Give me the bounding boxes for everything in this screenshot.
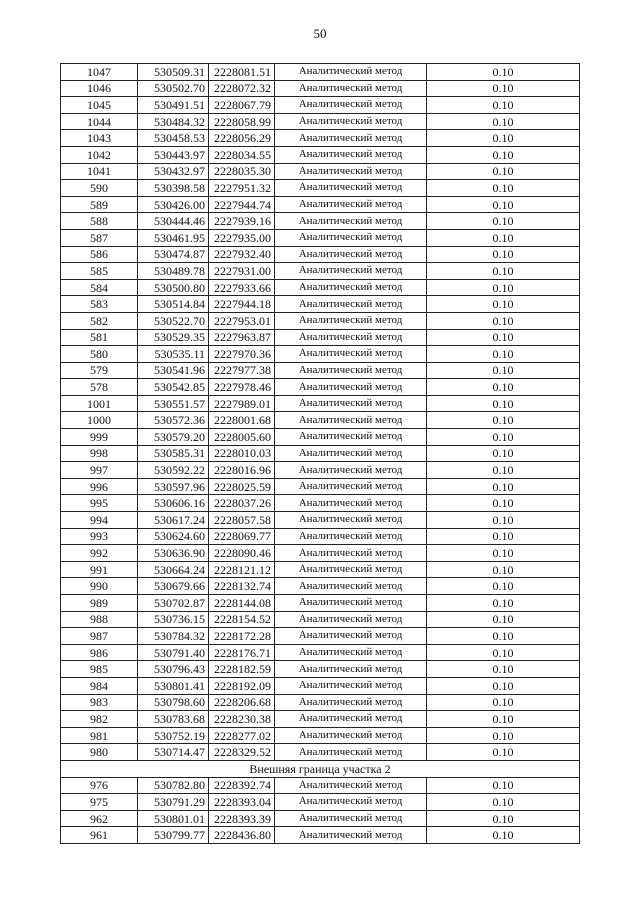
table-row: [61, 545, 580, 562]
accuracy-cell: 0.10: [427, 711, 580, 728]
table-row: [61, 528, 580, 545]
point-number-cell: 589: [61, 196, 138, 213]
accuracy-cell: 0.10: [427, 462, 580, 479]
y-coordinate-cell: 2227953.01: [209, 312, 275, 329]
table-row: [61, 661, 580, 678]
table-row: [61, 644, 580, 661]
table-row: [61, 379, 580, 396]
table-row: [61, 445, 580, 462]
y-coordinate-cell: 2228329.52: [209, 744, 275, 761]
method-cell: Аналитический метод: [275, 595, 427, 612]
table-row: [61, 296, 580, 313]
accuracy-cell: 0.10: [427, 64, 580, 81]
coordinates-table: [60, 63, 580, 844]
method-cell: Аналитический метод: [275, 611, 427, 628]
x-coordinate-cell: 530502.70: [138, 80, 209, 97]
table-row: [61, 213, 580, 230]
accuracy-cell: 0.10: [427, 329, 580, 346]
method-cell: Аналитический метод: [275, 810, 427, 827]
y-coordinate-cell: 2228035.30: [209, 163, 275, 180]
method-cell: Аналитический метод: [275, 628, 427, 645]
x-coordinate-cell: 530636.90: [138, 545, 209, 562]
table-row: [61, 595, 580, 612]
accuracy-cell: 0.10: [427, 561, 580, 578]
table-row: [61, 229, 580, 246]
table-row: [61, 694, 580, 711]
y-coordinate-cell: 2228090.46: [209, 545, 275, 562]
table-row: [61, 246, 580, 263]
method-cell: Аналитический метод: [275, 429, 427, 446]
y-coordinate-cell: 2227989.01: [209, 395, 275, 412]
y-coordinate-cell: 2228176.71: [209, 644, 275, 661]
x-coordinate-cell: 530572.36: [138, 412, 209, 429]
y-coordinate-cell: 2228121.12: [209, 561, 275, 578]
point-number-cell: 578: [61, 379, 138, 396]
x-coordinate-cell: 530541.96: [138, 362, 209, 379]
x-coordinate-cell: 530461.95: [138, 229, 209, 246]
table-row: [61, 810, 580, 827]
method-cell: Аналитический метод: [275, 180, 427, 197]
method-cell: Аналитический метод: [275, 512, 427, 529]
y-coordinate-cell: 2228037.26: [209, 495, 275, 512]
y-coordinate-cell: 2228081.51: [209, 64, 275, 81]
method-cell: Аналитический метод: [275, 545, 427, 562]
point-number-cell: 988: [61, 611, 138, 628]
table-row: [61, 64, 580, 81]
y-coordinate-cell: 2228056.29: [209, 130, 275, 147]
y-coordinate-cell: 2228393.39: [209, 810, 275, 827]
method-cell: Аналитический метод: [275, 279, 427, 296]
point-number-cell: 984: [61, 677, 138, 694]
method-cell: Аналитический метод: [275, 827, 427, 844]
point-number-cell: 962: [61, 810, 138, 827]
point-number-cell: 993: [61, 528, 138, 545]
x-coordinate-cell: 530784.32: [138, 628, 209, 645]
point-number-cell: 976: [61, 777, 138, 794]
accuracy-cell: 0.10: [427, 263, 580, 280]
y-coordinate-cell: 2228072.32: [209, 80, 275, 97]
point-number-cell: 998: [61, 445, 138, 462]
x-coordinate-cell: 530529.35: [138, 329, 209, 346]
x-coordinate-cell: 530500.80: [138, 279, 209, 296]
point-number-cell: 588: [61, 213, 138, 230]
y-coordinate-cell: 2228034.55: [209, 146, 275, 163]
table-row: [61, 329, 580, 346]
accuracy-cell: 0.10: [427, 528, 580, 545]
y-coordinate-cell: 2228010.03: [209, 445, 275, 462]
y-coordinate-cell: 2227932.40: [209, 246, 275, 263]
accuracy-cell: 0.10: [427, 97, 580, 114]
table-row: [61, 827, 580, 844]
point-number-cell: 1000: [61, 412, 138, 429]
point-number-cell: 995: [61, 495, 138, 512]
x-coordinate-cell: 530791.40: [138, 644, 209, 661]
accuracy-cell: 0.10: [427, 694, 580, 711]
x-coordinate-cell: 530782.80: [138, 777, 209, 794]
accuracy-cell: 0.10: [427, 628, 580, 645]
point-number-cell: 1047: [61, 64, 138, 81]
x-coordinate-cell: 530484.32: [138, 113, 209, 130]
point-number-cell: 1042: [61, 146, 138, 163]
x-coordinate-cell: 530491.51: [138, 97, 209, 114]
accuracy-cell: 0.10: [427, 794, 580, 811]
method-cell: Аналитический метод: [275, 80, 427, 97]
accuracy-cell: 0.10: [427, 412, 580, 429]
x-coordinate-cell: 530679.66: [138, 578, 209, 595]
accuracy-cell: 0.10: [427, 229, 580, 246]
accuracy-cell: 0.10: [427, 445, 580, 462]
accuracy-cell: 0.10: [427, 379, 580, 396]
method-cell: Аналитический метод: [275, 113, 427, 130]
table-row: [61, 478, 580, 495]
accuracy-cell: 0.10: [427, 296, 580, 313]
y-coordinate-cell: 2227978.46: [209, 379, 275, 396]
method-cell: Аналитический метод: [275, 296, 427, 313]
accuracy-cell: 0.10: [427, 677, 580, 694]
x-coordinate-cell: 530489.78: [138, 263, 209, 280]
y-coordinate-cell: 2228206.68: [209, 694, 275, 711]
method-cell: Аналитический метод: [275, 462, 427, 479]
point-number-cell: 1041: [61, 163, 138, 180]
x-coordinate-cell: 530522.70: [138, 312, 209, 329]
point-number-cell: 981: [61, 727, 138, 744]
accuracy-cell: 0.10: [427, 545, 580, 562]
accuracy-cell: 0.10: [427, 644, 580, 661]
y-coordinate-cell: 2228001.68: [209, 412, 275, 429]
table-row: [61, 727, 580, 744]
accuracy-cell: 0.10: [427, 777, 580, 794]
method-cell: Аналитический метод: [275, 661, 427, 678]
y-coordinate-cell: 2228172.28: [209, 628, 275, 645]
accuracy-cell: 0.10: [427, 246, 580, 263]
accuracy-cell: 0.10: [427, 130, 580, 147]
y-coordinate-cell: 2227944.18: [209, 296, 275, 313]
x-coordinate-cell: 530624.60: [138, 528, 209, 545]
accuracy-cell: 0.10: [427, 80, 580, 97]
x-coordinate-cell: 530702.87: [138, 595, 209, 612]
method-cell: Аналитический метод: [275, 694, 427, 711]
accuracy-cell: 0.10: [427, 180, 580, 197]
table-row: [61, 196, 580, 213]
point-number-cell: 582: [61, 312, 138, 329]
table-row: [61, 163, 580, 180]
point-number-cell: 994: [61, 512, 138, 529]
table-row: [61, 80, 580, 97]
method-cell: Аналитический метод: [275, 677, 427, 694]
point-number-cell: 1045: [61, 97, 138, 114]
x-coordinate-cell: 530752.19: [138, 727, 209, 744]
y-coordinate-cell: 2228067.79: [209, 97, 275, 114]
y-coordinate-cell: 2227970.36: [209, 346, 275, 363]
table-row: [61, 711, 580, 728]
accuracy-cell: 0.10: [427, 727, 580, 744]
method-cell: Аналитический метод: [275, 346, 427, 363]
y-coordinate-cell: 2227963.87: [209, 329, 275, 346]
y-coordinate-cell: 2228392.74: [209, 777, 275, 794]
method-cell: Аналитический метод: [275, 711, 427, 728]
x-coordinate-cell: 530801.41: [138, 677, 209, 694]
point-number-cell: 975: [61, 794, 138, 811]
method-cell: Аналитический метод: [275, 246, 427, 263]
table-row: [61, 263, 580, 280]
method-cell: Аналитический метод: [275, 727, 427, 744]
x-coordinate-cell: 530791.29: [138, 794, 209, 811]
accuracy-cell: 0.10: [427, 478, 580, 495]
table-row: [61, 362, 580, 379]
x-coordinate-cell: 530432.97: [138, 163, 209, 180]
point-number-cell: 590: [61, 180, 138, 197]
accuracy-cell: 0.10: [427, 827, 580, 844]
accuracy-cell: 0.10: [427, 429, 580, 446]
table-row: [61, 412, 580, 429]
x-coordinate-cell: 530535.11: [138, 346, 209, 363]
y-coordinate-cell: 2228057.58: [209, 512, 275, 529]
section-title: Внешняя граница участка 2: [61, 760, 580, 777]
y-coordinate-cell: 2228058.99: [209, 113, 275, 130]
accuracy-cell: 0.10: [427, 279, 580, 296]
point-number-cell: 587: [61, 229, 138, 246]
point-number-cell: 997: [61, 462, 138, 479]
x-coordinate-cell: 530474.87: [138, 246, 209, 263]
table-row: [61, 512, 580, 529]
point-number-cell: 581: [61, 329, 138, 346]
y-coordinate-cell: 2228393.04: [209, 794, 275, 811]
table-section: [61, 760, 580, 777]
point-number-cell: 585: [61, 263, 138, 280]
accuracy-cell: 0.10: [427, 146, 580, 163]
table-row: [61, 312, 580, 329]
accuracy-cell: 0.10: [427, 495, 580, 512]
x-coordinate-cell: 530542.85: [138, 379, 209, 396]
method-cell: Аналитический метод: [275, 478, 427, 495]
x-coordinate-cell: 530714.47: [138, 744, 209, 761]
point-number-cell: 992: [61, 545, 138, 562]
method-cell: Аналитический метод: [275, 229, 427, 246]
method-cell: Аналитический метод: [275, 412, 427, 429]
x-coordinate-cell: 530799.77: [138, 827, 209, 844]
x-coordinate-cell: 530783.68: [138, 711, 209, 728]
accuracy-cell: 0.10: [427, 744, 580, 761]
method-cell: Аналитический метод: [275, 64, 427, 81]
accuracy-cell: 0.10: [427, 595, 580, 612]
accuracy-cell: 0.10: [427, 213, 580, 230]
table-row: [61, 113, 580, 130]
method-cell: Аналитический метод: [275, 97, 427, 114]
method-cell: Аналитический метод: [275, 379, 427, 396]
x-coordinate-cell: 530597.96: [138, 478, 209, 495]
x-coordinate-cell: 530444.46: [138, 213, 209, 230]
table-row: [61, 561, 580, 578]
table-row: [61, 794, 580, 811]
point-number-cell: 961: [61, 827, 138, 844]
method-cell: Аналитический метод: [275, 794, 427, 811]
accuracy-cell: 0.10: [427, 312, 580, 329]
x-coordinate-cell: 530796.43: [138, 661, 209, 678]
y-coordinate-cell: 2228005.60: [209, 429, 275, 446]
x-coordinate-cell: 530579.20: [138, 429, 209, 446]
method-cell: Аналитический метод: [275, 312, 427, 329]
point-number-cell: 579: [61, 362, 138, 379]
point-number-cell: 986: [61, 644, 138, 661]
table-row: [61, 130, 580, 147]
table-body-part1: [61, 64, 580, 761]
y-coordinate-cell: 2228132.74: [209, 578, 275, 595]
x-coordinate-cell: 530617.24: [138, 512, 209, 529]
point-number-cell: 987: [61, 628, 138, 645]
point-number-cell: 580: [61, 346, 138, 363]
table-row: [61, 146, 580, 163]
x-coordinate-cell: 530798.60: [138, 694, 209, 711]
accuracy-cell: 0.10: [427, 611, 580, 628]
x-coordinate-cell: 530736.15: [138, 611, 209, 628]
method-cell: Аналитический метод: [275, 163, 427, 180]
method-cell: Аналитический метод: [275, 578, 427, 595]
table-row: [61, 628, 580, 645]
y-coordinate-cell: 2227933.66: [209, 279, 275, 296]
table-row: [61, 346, 580, 363]
y-coordinate-cell: 2228016.96: [209, 462, 275, 479]
y-coordinate-cell: 2228144.08: [209, 595, 275, 612]
x-coordinate-cell: 530426.00: [138, 196, 209, 213]
table-row: [61, 495, 580, 512]
point-number-cell: 982: [61, 711, 138, 728]
y-coordinate-cell: 2228069.77: [209, 528, 275, 545]
table-row: [61, 180, 580, 197]
point-number-cell: 990: [61, 578, 138, 595]
accuracy-cell: 0.10: [427, 512, 580, 529]
table-row: [61, 611, 580, 628]
x-coordinate-cell: 530398.58: [138, 180, 209, 197]
x-coordinate-cell: 530606.16: [138, 495, 209, 512]
x-coordinate-cell: 530664.24: [138, 561, 209, 578]
table-row: [61, 395, 580, 412]
y-coordinate-cell: 2227951.32: [209, 180, 275, 197]
method-cell: Аналитический метод: [275, 213, 427, 230]
method-cell: Аналитический метод: [275, 329, 427, 346]
table-row: [61, 578, 580, 595]
y-coordinate-cell: 2228154.52: [209, 611, 275, 628]
section-header-row: [61, 760, 580, 777]
y-coordinate-cell: 2227944.74: [209, 196, 275, 213]
table-row: [61, 97, 580, 114]
x-coordinate-cell: 530551.57: [138, 395, 209, 412]
x-coordinate-cell: 530585.31: [138, 445, 209, 462]
method-cell: Аналитический метод: [275, 744, 427, 761]
accuracy-cell: 0.10: [427, 196, 580, 213]
x-coordinate-cell: 530514.84: [138, 296, 209, 313]
table-row: [61, 429, 580, 446]
y-coordinate-cell: 2227935.00: [209, 229, 275, 246]
accuracy-cell: 0.10: [427, 578, 580, 595]
point-number-cell: 985: [61, 661, 138, 678]
x-coordinate-cell: 530458.53: [138, 130, 209, 147]
y-coordinate-cell: 2228025.59: [209, 478, 275, 495]
y-coordinate-cell: 2227939.16: [209, 213, 275, 230]
accuracy-cell: 0.10: [427, 362, 580, 379]
y-coordinate-cell: 2228436.80: [209, 827, 275, 844]
y-coordinate-cell: 2228182.59: [209, 661, 275, 678]
method-cell: Аналитический метод: [275, 777, 427, 794]
table-row: [61, 777, 580, 794]
point-number-cell: 983: [61, 694, 138, 711]
method-cell: Аналитический метод: [275, 561, 427, 578]
x-coordinate-cell: 530509.31: [138, 64, 209, 81]
table-row: [61, 279, 580, 296]
point-number-cell: 999: [61, 429, 138, 446]
table-row: [61, 677, 580, 694]
accuracy-cell: 0.10: [427, 810, 580, 827]
table-row: [61, 744, 580, 761]
y-coordinate-cell: 2228230.38: [209, 711, 275, 728]
point-number-cell: 989: [61, 595, 138, 612]
point-number-cell: 980: [61, 744, 138, 761]
method-cell: Аналитический метод: [275, 146, 427, 163]
method-cell: Аналитический метод: [275, 130, 427, 147]
x-coordinate-cell: 530801.01: [138, 810, 209, 827]
point-number-cell: 584: [61, 279, 138, 296]
point-number-cell: 1046: [61, 80, 138, 97]
x-coordinate-cell: 530592.22: [138, 462, 209, 479]
accuracy-cell: 0.10: [427, 113, 580, 130]
method-cell: Аналитический метод: [275, 644, 427, 661]
method-cell: Аналитический метод: [275, 445, 427, 462]
accuracy-cell: 0.10: [427, 346, 580, 363]
method-cell: Аналитический метод: [275, 395, 427, 412]
page-number: 50: [313, 26, 327, 41]
point-number-cell: 586: [61, 246, 138, 263]
y-coordinate-cell: 2227977.38: [209, 362, 275, 379]
method-cell: Аналитический метод: [275, 362, 427, 379]
point-number-cell: 1044: [61, 113, 138, 130]
accuracy-cell: 0.10: [427, 163, 580, 180]
method-cell: Аналитический метод: [275, 495, 427, 512]
point-number-cell: 991: [61, 561, 138, 578]
x-coordinate-cell: 530443.97: [138, 146, 209, 163]
method-cell: Аналитический метод: [275, 196, 427, 213]
point-number-cell: 996: [61, 478, 138, 495]
y-coordinate-cell: 2228192.09: [209, 677, 275, 694]
accuracy-cell: 0.10: [427, 395, 580, 412]
point-number-cell: 1043: [61, 130, 138, 147]
method-cell: Аналитический метод: [275, 528, 427, 545]
point-number-cell: 583: [61, 296, 138, 313]
accuracy-cell: 0.10: [427, 661, 580, 678]
table-body-part2: [61, 777, 580, 843]
method-cell: Аналитический метод: [275, 263, 427, 280]
y-coordinate-cell: 2227931.00: [209, 263, 275, 280]
y-coordinate-cell: 2228277.02: [209, 727, 275, 744]
point-number-cell: 1001: [61, 395, 138, 412]
table-row: [61, 462, 580, 479]
